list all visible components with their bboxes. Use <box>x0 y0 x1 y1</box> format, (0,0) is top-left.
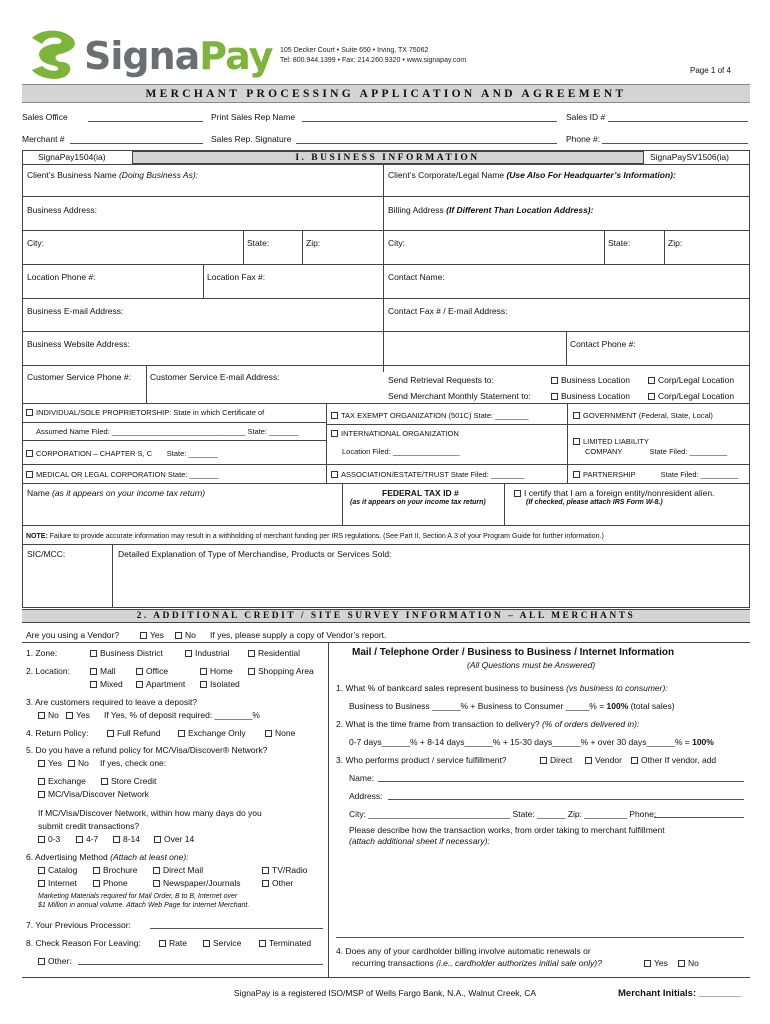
vendor-copy-note: If yes, please supply a copy of Vendor’s report. <box>210 630 387 640</box>
reason-service[interactable]: Service <box>203 938 241 948</box>
fulfillment-question: 3. Who performs product / service fulfillment? <box>336 755 507 765</box>
fulfillment-other[interactable]: Other If vendor, add <box>631 755 716 765</box>
describe-a: Please describe how the transaction works, from order taking to merchant fulfillment <box>349 825 665 835</box>
deposit-yes[interactable]: Yes <box>66 710 90 720</box>
page-number: Page 1 of 4 <box>690 66 731 75</box>
sales-rep-sig-label: Sales Rep. Signature <box>211 134 292 144</box>
check-one-label: If yes, check one: <box>100 758 167 768</box>
section2-title: 2. ADDITIONAL CREDIT / SITE SURVEY INFORMATION – ALL MERCHANTS <box>22 609 750 623</box>
advertising-label: 6. Advertising Method (Attach at least one): <box>26 852 189 862</box>
section1-left-code: SignaPay1504(ia) <box>38 152 106 162</box>
reason-other-field[interactable] <box>78 964 323 965</box>
previous-processor-field[interactable] <box>150 928 323 929</box>
adv-tv-radio[interactable]: TV/Radio <box>262 865 307 875</box>
deposit-no[interactable]: No <box>38 710 59 720</box>
location-phone-label: Location Phone #: <box>27 272 96 282</box>
dba-label: Client’s Business Name (Doing Business As): <box>27 170 199 180</box>
all-answered-note: (All Questions must be Answered) <box>467 660 596 670</box>
send-retrieval-label: Send Retrieval Requests to: <box>388 375 494 385</box>
contact-name-label: Contact Name: <box>388 272 445 282</box>
refund-yes[interactable]: Yes <box>38 758 62 768</box>
retrieval-corp-legal[interactable]: Corp/Legal Location <box>648 375 734 385</box>
billing-city-label: City: <box>388 238 405 248</box>
refund-exchange[interactable]: Exchange <box>38 776 86 786</box>
business-email-label: Business E-mail Address: <box>27 306 124 316</box>
refund-store-credit[interactable]: Store Credit <box>101 776 156 786</box>
vendor-name-field[interactable] <box>378 781 744 782</box>
recurring-question-a: 4. Does any of your cardholder billing involve automatic renewals or <box>336 946 591 956</box>
note-text: NOTE: Failure to provide accurate information may result in a withholding of merchant funding per IRS regulations. (See Part II, Section A.3 of your Program Guide for further information.) <box>26 533 604 540</box>
zone-residential[interactable]: Residential <box>248 648 300 658</box>
foreign-entity-option[interactable]: I certify that I am a foreign entity/nonresident alien. <box>514 488 714 498</box>
adv-catalog[interactable]: Catalog <box>38 865 77 875</box>
delivery-days-line: 0-7 days______% + 8-14 days______% + 15-30 days______% + over 30 days______% = 100% <box>349 737 714 747</box>
within-days-b: submit credit transactions? <box>38 821 140 831</box>
cs-phone-label: Customer Service Phone #: <box>27 372 131 382</box>
send-statement-label: Send Merchant Monthly Statement to: <box>388 391 531 401</box>
city-label: City: <box>27 238 44 248</box>
government-option[interactable]: GOVERNMENT (Federal, State, Local) <box>573 411 713 420</box>
days-over-14[interactable]: Over 14 <box>154 834 194 844</box>
fulfillment-vendor[interactable]: Vendor <box>585 755 622 765</box>
reason-leaving-label: 8. Check Reason For Leaving: <box>26 938 141 948</box>
vendor-phone-field[interactable] <box>654 817 744 818</box>
describe-field[interactable] <box>336 937 744 938</box>
zone-label: 1. Zone: <box>26 648 58 658</box>
days-0-3[interactable]: 0-3 <box>38 834 60 844</box>
phone-field[interactable] <box>602 143 748 144</box>
zone-business-district[interactable]: Business District <box>90 648 163 658</box>
zone-industrial[interactable]: Industrial <box>185 648 230 658</box>
print-sales-rep-field[interactable] <box>302 121 557 122</box>
sales-id-field[interactable] <box>608 121 748 122</box>
merchant-initials[interactable]: Merchant Initials: ________ <box>618 988 742 999</box>
phone-label: Phone #: <box>566 134 601 144</box>
return-exchange-only[interactable]: Exchange Only <box>178 728 246 738</box>
form-title: MERCHANT PROCESSING APPLICATION AND AGREEMENT <box>22 84 750 103</box>
location-label: 2. Location: <box>26 666 70 676</box>
medical-legal-option[interactable]: MEDICAL OR LEGAL CORPORATION State: _______ <box>26 470 219 479</box>
location-shopping-area[interactable]: Shopping Area <box>248 666 314 676</box>
billing-state-label: State: <box>608 238 631 248</box>
website-label: Business Website Address: <box>27 339 130 349</box>
section1-right-code: SignaPaySV1506(ia) <box>650 152 729 162</box>
vendor-city-line: City: ______________________________ State: ______ Zip: _________ Phone: <box>349 809 657 819</box>
recurring-no[interactable]: No <box>678 958 699 968</box>
association-option[interactable]: ASSOCIATION/ESTATE/TRUST State Filed: ________ <box>331 470 524 479</box>
retrieval-business-location[interactable]: Business Location <box>551 375 630 385</box>
location-fax-label: Location Fax #: <box>207 272 266 282</box>
reason-other[interactable]: Other: <box>38 956 72 966</box>
return-none[interactable]: None <box>265 728 295 738</box>
international-option[interactable]: INTERNATIONAL ORGANIZATION <box>331 429 459 438</box>
sales-office-label: Sales Office <box>22 112 68 122</box>
state-label: State: <box>247 238 270 248</box>
cs-email-label: Customer Service E-mail Address: <box>150 372 280 382</box>
recurring-question-b: recurring transactions (i.e., cardholder authorizes initial sale only)? <box>352 958 602 968</box>
refund-no[interactable]: No <box>68 758 89 768</box>
delivery-question: 2. What is the time frame from transaction to delivery? (% of orders delivered in): <box>336 719 640 729</box>
contact-phone-label: Contact Phone #: <box>570 339 636 349</box>
merchant-no-field[interactable] <box>70 143 203 144</box>
llc-label-b: COMPANY State Filed: _________ <box>585 447 728 456</box>
llc-option[interactable]: LIMITED LIABILITY <box>573 437 649 446</box>
location-isolated[interactable]: Isolated <box>200 679 240 689</box>
company-address: 105 Decker Court • Suite 650 • Irving, TX 75062 Tel: 800.944.1399 • Fax: 214.260.9320 • www.signapay.com <box>280 47 467 64</box>
detailed-explanation-label: Detailed Explanation of Type of Merchandise, Products or Services Sold: <box>118 549 392 559</box>
deposit-pct: If Yes, % of deposit required: ________% <box>104 710 260 720</box>
days-4-7[interactable]: 4-7 <box>76 834 98 844</box>
logo-mark-icon <box>22 26 82 82</box>
name-irs-label: Name (as it appears on your income tax return) <box>27 488 206 498</box>
foreign-entity-sub: (If checked, please attach IRS Form W-8.) <box>526 499 663 506</box>
describe-b: (attach additional sheet if necessary): <box>349 836 490 846</box>
mail-order-title: Mail / Telephone Order / Business to Business / Internet Information <box>352 647 675 658</box>
legal-name-label: Client’s Corporate/Legal Name (Use Also For Headquarter’s Information): <box>388 170 676 180</box>
adv-phone[interactable]: Phone <box>93 878 128 888</box>
adv-newspaper[interactable]: Newspaper/Journals <box>153 878 240 888</box>
corp-sc-option[interactable]: CORPORATION – CHAPTER S, C State: _______ <box>26 449 218 458</box>
days-8-14[interactable]: 8-14 <box>113 834 140 844</box>
fed-tax-label: FEDERAL TAX ID # <box>382 488 459 498</box>
statement-corp-legal[interactable]: Corp/Legal Location <box>648 391 734 401</box>
contact-fax-label: Contact Fax # / E-mail Address: <box>388 306 508 316</box>
print-sales-rep-label: Print Sales Rep Name <box>211 112 296 122</box>
sales-rep-sig-field[interactable] <box>296 143 557 144</box>
vendor-address-field[interactable] <box>388 799 744 800</box>
deposit-question: 3. Are customers required to leave a deposit? <box>26 697 198 707</box>
fed-tax-sub: (as it appears on your income tax return) <box>350 499 486 506</box>
tax-exempt-option[interactable]: TAX EXEMPT ORGANIZATION (501C) State: ________ <box>331 411 529 420</box>
reason-rate[interactable]: Rate <box>159 938 187 948</box>
sic-mcc-label: SIC/MCC: <box>27 549 66 559</box>
return-policy-label: 4. Return Policy: <box>26 728 89 738</box>
within-days-a: If MC/Visa/Discover Network, within how many days do you <box>38 808 262 818</box>
vendor-name-label: Name: <box>349 773 375 783</box>
adv-brochure[interactable]: Brochure <box>93 865 138 875</box>
location-mixed[interactable]: Mixed <box>90 679 123 689</box>
zip-label: Zip: <box>306 238 321 248</box>
adv-internet[interactable]: Internet <box>38 878 77 888</box>
location-apartment[interactable]: Apartment <box>136 679 185 689</box>
billing-address-label: Billing Address (If Different Than Location Address): <box>388 205 594 215</box>
marketing-note-b: $1 Million in annual volume. Attach Web Page for Internet Merchant. <box>38 902 250 909</box>
individual-option[interactable]: INDIVIDUAL/SOLE PROPRIETORSHIP: State in which Certificate of <box>26 408 264 417</box>
location-home[interactable]: Home <box>200 666 233 676</box>
location-mall[interactable]: Mall <box>90 666 116 676</box>
vendor-yes[interactable]: Yes <box>140 630 164 640</box>
location-office[interactable]: Office <box>136 666 168 676</box>
b2b-line: Business to Business ______% + Business to Consumer _____% = 100% (total sales) <box>349 701 675 711</box>
marketing-note-a: Marketing Materials required for Mail Order, B to B, Internet over <box>38 893 238 900</box>
section1-title: I. BUSINESS INFORMATION <box>132 151 643 164</box>
sales-office-field[interactable] <box>88 121 203 122</box>
assumed-name-label: Assumed Name Filed: ________________________________ State: _______ <box>36 427 299 436</box>
merchant-no-label: Merchant # <box>22 134 65 144</box>
vendor-address-label: Address: <box>349 791 383 801</box>
statement-business-location[interactable]: Business Location <box>551 391 630 401</box>
return-full-refund[interactable]: Full Refund <box>107 728 160 738</box>
signapay-logo <box>22 26 273 82</box>
business-address-label: Business Address: <box>27 205 97 215</box>
location-filed-label: Location Filed: ________________ <box>342 447 460 456</box>
partnership-option[interactable]: PARTNERSHIP State Filed: _________ <box>573 470 738 479</box>
fulfillment-direct[interactable]: Direct <box>540 755 572 765</box>
refund-policy-question: 5. Do you have a refund policy for MC/Visa/Discover® Network? <box>26 745 268 755</box>
adv-direct-mail[interactable]: Direct Mail <box>153 865 203 875</box>
footer-text: SignaPay is a registered ISO/MSP of Wells Fargo Bank, N.A., Walnut Creek, CA <box>233 988 537 998</box>
recurring-yes[interactable]: Yes <box>644 958 668 968</box>
adv-other[interactable]: Other <box>262 878 293 888</box>
b2b-question: 1. What % of bankcard sales represent business to business (vs business to consumer): <box>336 683 668 693</box>
vendor-no[interactable]: No <box>175 630 196 640</box>
billing-zip-label: Zip: <box>668 238 683 248</box>
vendor-question: Are you using a Vendor? <box>26 630 120 640</box>
sales-id-label: Sales ID # <box>566 112 606 122</box>
previous-processor-label: 7. Your Previous Processor: <box>26 920 131 930</box>
reason-terminated[interactable]: Terminated <box>259 938 311 948</box>
refund-mc-visa[interactable]: MC/Visa/Discover Network <box>38 789 149 799</box>
logo-wordmark: SignaPay <box>84 34 273 78</box>
